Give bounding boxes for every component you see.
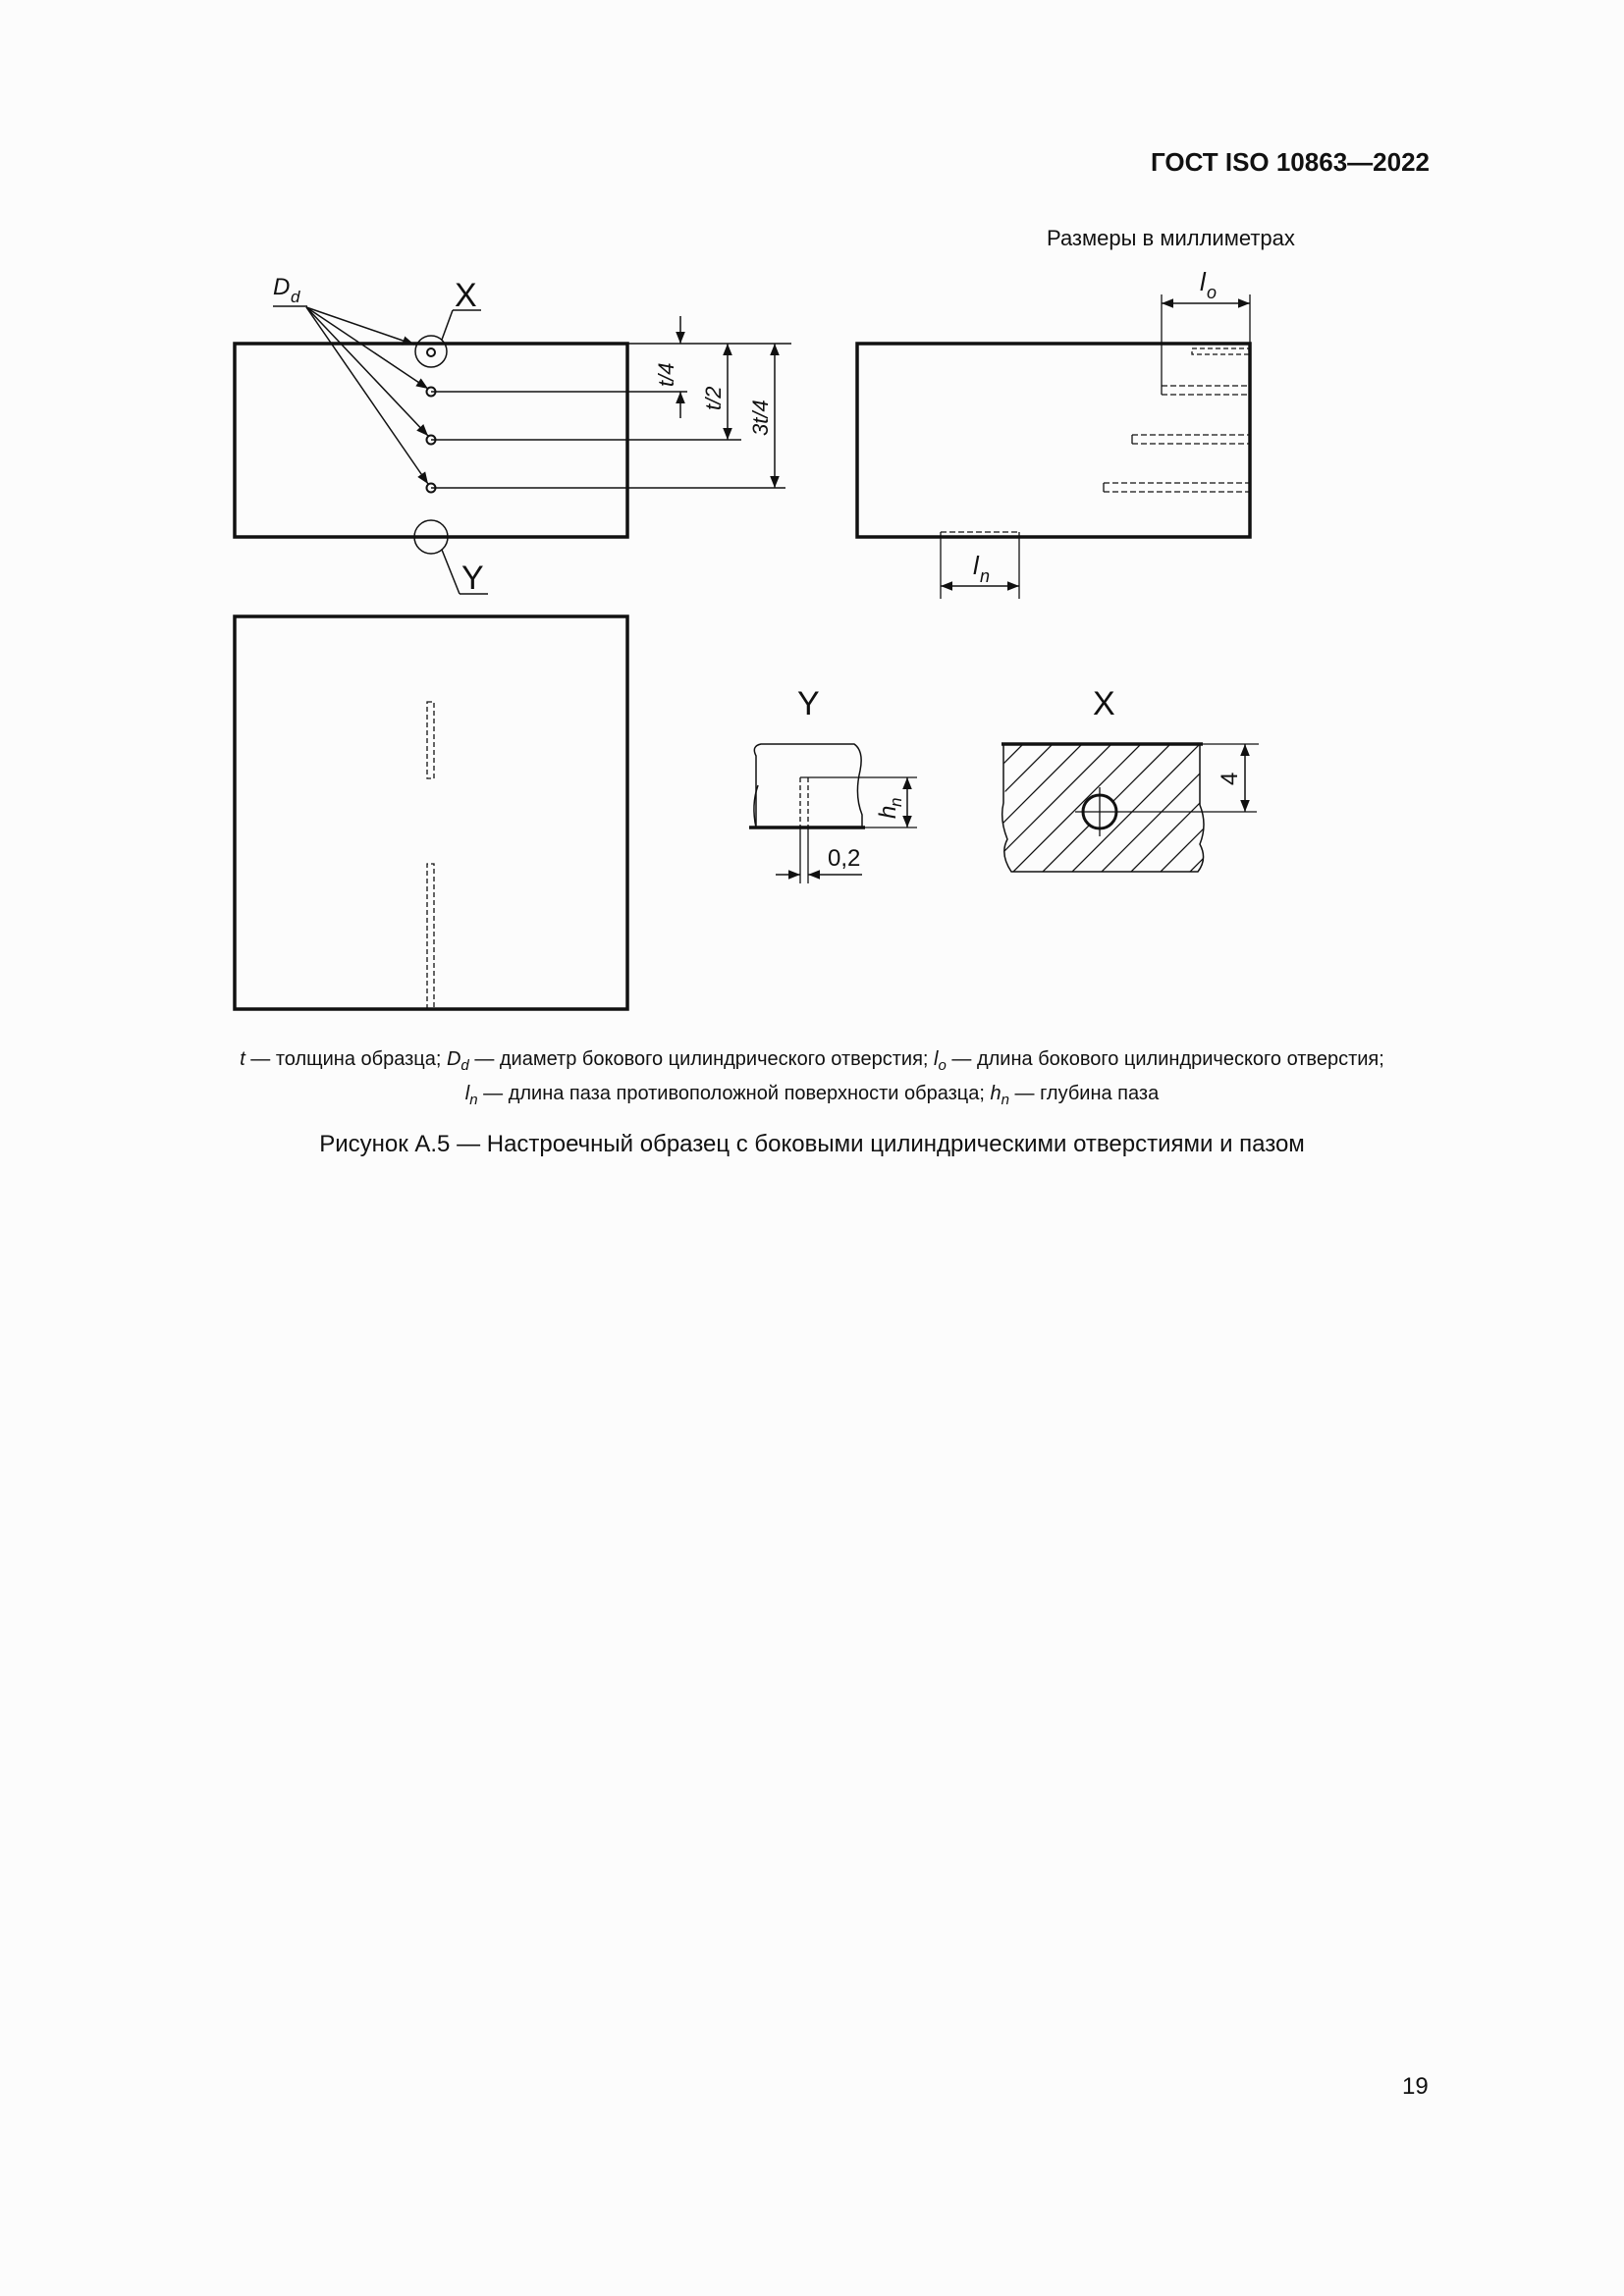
dim-4: 4 [1217, 772, 1243, 785]
detail-x-view [884, 685, 1326, 883]
page-number: 19 [1402, 2073, 1429, 2100]
dim-ln: l [973, 551, 979, 580]
diameter-label-sub: d [291, 288, 300, 306]
dim-lo: l [1200, 267, 1206, 296]
view-y-marker: Y [461, 560, 484, 597]
document-header: ГОСТ ISO 10863—2022 [1150, 147, 1430, 177]
diameter-label: D [273, 274, 291, 300]
top-right-view [857, 267, 1250, 599]
units-note: Размеры в миллиметрах [1047, 226, 1295, 250]
legend-line-1: t — толщина образца; $D_d$ — диаметр бокового цилиндрического отверстия; $l_o$ — длина бокового цилиндрического отверстия; [240, 1048, 1384, 1074]
detail-x-title: X [1093, 685, 1115, 722]
figure-legend [98, 1045, 1526, 1114]
top-left-view [235, 274, 791, 597]
detail-y-view [749, 685, 917, 883]
dim-t4: t/4 [654, 362, 678, 387]
hole-marker [427, 348, 435, 356]
dim-hn-sub: n [887, 797, 905, 807]
view-x-marker: X [455, 277, 477, 314]
detail-y-title: Y [797, 685, 820, 722]
dim-ln-sub: n [980, 566, 991, 586]
legend-line-2: $l_n$ — длина паза противоположной поверхности образца; $h_n$ — глубина паза [464, 1083, 1160, 1108]
dim-t2: t/2 [701, 386, 726, 410]
bottom-left-view [235, 616, 627, 1009]
dim-3t4: 3t/4 [748, 400, 773, 436]
dim-lo-sub: o [1207, 283, 1218, 302]
dim-02: 0,2 [828, 845, 861, 872]
dim-hn: h [875, 805, 901, 819]
figure-caption: Рисунок А.5 — Настроечный образец с боковыми цилиндрическими отверстиями и пазом [319, 1131, 1305, 1157]
technical-drawing [0, 0, 1624, 1099]
